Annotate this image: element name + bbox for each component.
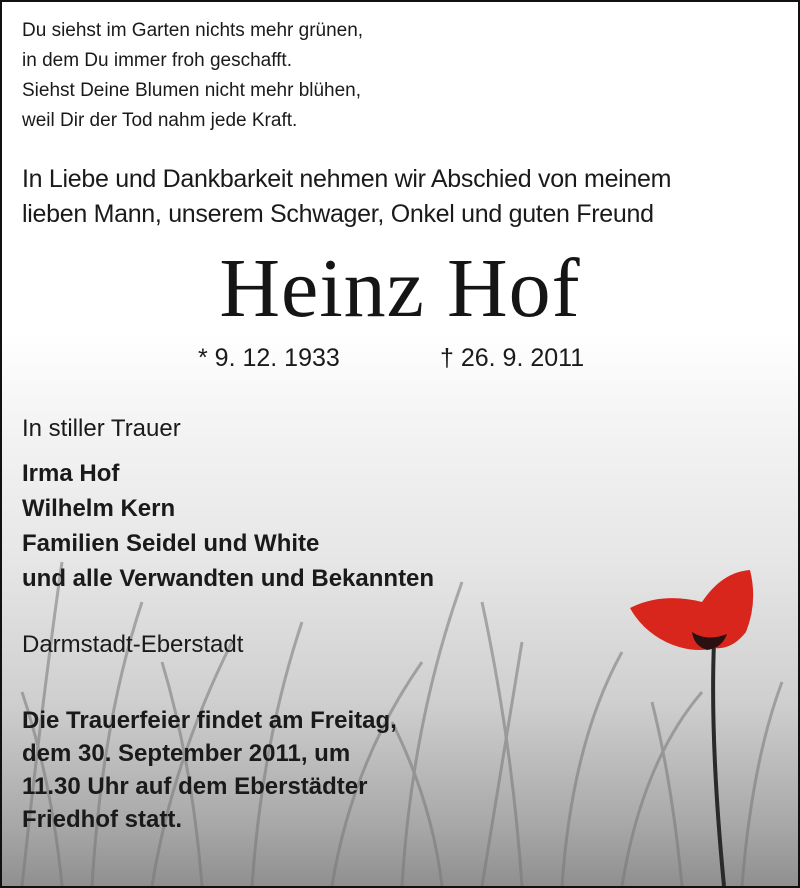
poem-line: weil Dir der Tod nahm jede Kraft. bbox=[22, 110, 298, 131]
mourner: und alle Verwandten und Bekannten bbox=[22, 565, 435, 592]
funeral-line: Friedhof statt. bbox=[22, 806, 182, 833]
intro-line: In Liebe und Dankbarkeit nehmen wir Abschied von meinem bbox=[22, 165, 672, 193]
poem-line: Du siehst im Garten nichts mehr grünen, bbox=[22, 20, 364, 41]
poppy-stem bbox=[713, 642, 724, 886]
poem-line: Siehst Deine Blumen nicht mehr blühen, bbox=[22, 80, 362, 101]
poem-line: in dem Du immer froh geschafft. bbox=[22, 50, 292, 71]
poppy-flower bbox=[630, 570, 753, 650]
funeral-line: 11.30 Uhr auf dem Eberstädter bbox=[22, 773, 368, 800]
mourner: Familien Seidel und White bbox=[22, 530, 320, 557]
mourner: Irma Hof bbox=[22, 460, 120, 487]
intro-text bbox=[22, 162, 671, 232]
deceased-name: Heinz Hof bbox=[219, 242, 581, 335]
death-date: † 26. 9. 2011 bbox=[440, 344, 585, 372]
place: Darmstadt-Eberstadt bbox=[22, 631, 244, 658]
mourner: Wilhelm Kern bbox=[22, 495, 176, 522]
funeral-line: Die Trauerfeier findet am Freitag, bbox=[22, 707, 397, 734]
poem bbox=[22, 16, 363, 136]
birth-date: * 9. 12. 1933 bbox=[198, 344, 340, 372]
mourning-heading: In stiller Trauer bbox=[22, 415, 181, 442]
funeral-info bbox=[22, 704, 397, 836]
funeral-line: dem 30. September 2011, um bbox=[22, 740, 351, 767]
mourners-list bbox=[22, 456, 434, 596]
intro-line: lieben Mann, unserem Schwager, Onkel und guten Freund bbox=[22, 200, 654, 228]
